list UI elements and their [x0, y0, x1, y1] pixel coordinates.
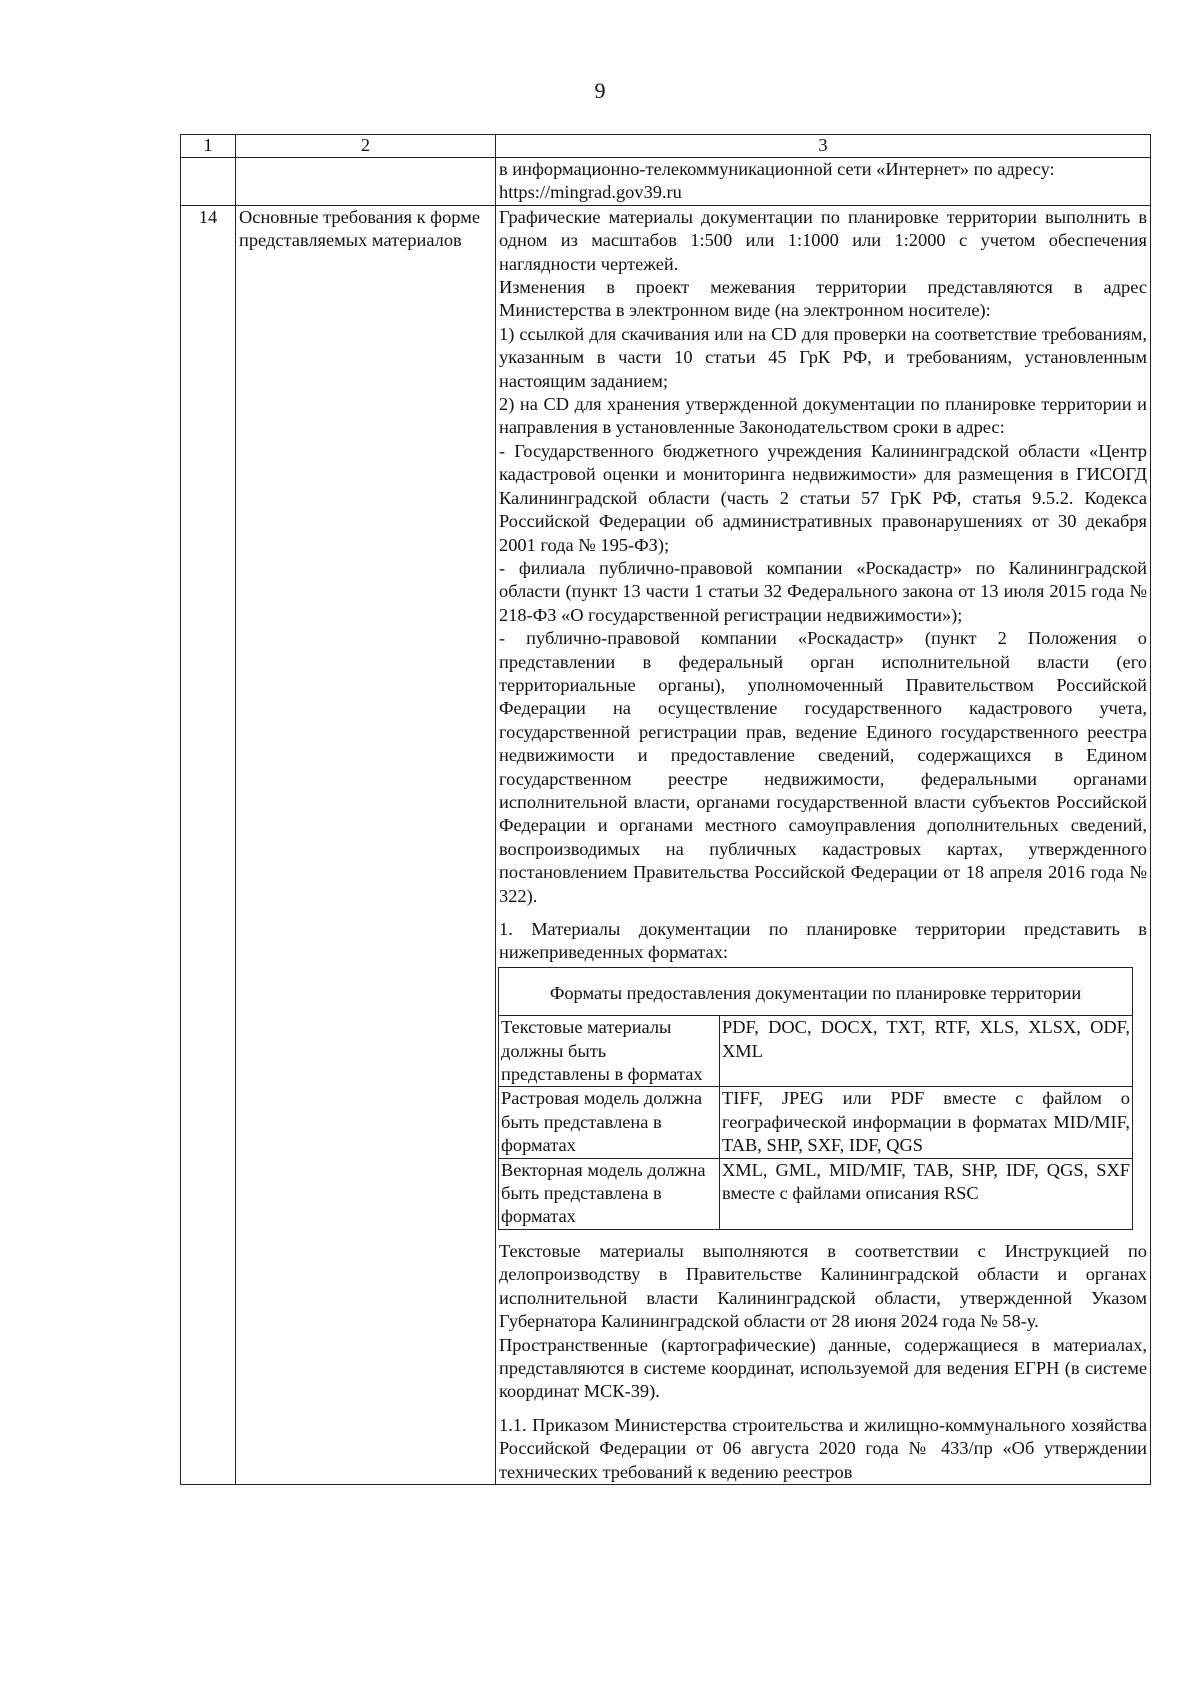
cont-row — [181, 158, 1151, 206]
formats-table-caption: Форматы предоставления документации по планировке территории — [499, 967, 1133, 1015]
format-label: Растровая модель должна быть представлена в форматах — [499, 1087, 720, 1158]
format-label: Текстовые материалы должны быть представлены в форматах — [499, 1016, 720, 1087]
paragraph: Текстовые материалы выполняются в соответствии с Инструкцией по делопроизводству в Правительстве Калининградской области и органах исполнительной власти Калининградской области, утвержденной Указом Губернатора Калининградской области от 28 июня 2024 года № 58-у. — [499, 1240, 1147, 1332]
format-value: PDF, DOC, DOCX, TXT, RTF, XLS, XLSX, ODF, XML — [720, 1016, 1133, 1087]
cont-text-cell — [496, 158, 1151, 206]
page-number: 9 — [594, 78, 606, 103]
formats-row — [499, 1158, 1133, 1229]
formats-row — [499, 1087, 1133, 1158]
paragraph: - филиала публично-правовой компании «Роскадастр» по Калининградской области (пункт 13 части 1 статьи 32 Федерального закона от 13 июля 2015 года № 218-ФЗ «О государственной регистрации недвижимости»); — [499, 557, 1147, 625]
header-col-3: 3 — [496, 135, 1151, 158]
formats-row — [499, 1016, 1133, 1087]
paragraph: 1) ссылкой для скачивания или на CD для проверки на соответствие требованиям, указанным в части 10 статьи 45 ГрК РФ, и требованиям, установленным настоящим заданием; — [499, 323, 1147, 391]
requirement-text — [496, 205, 1151, 1484]
header-col-2: 2 — [236, 135, 496, 158]
cont-num-cell — [181, 158, 236, 206]
format-value: XML, GML, MID/MIF, TAB, SHP, IDF, QGS, SXF вместе с файлами описания RSC — [720, 1158, 1133, 1229]
paragraph: 2) на CD для хранения утвержденной документации по планировке территории и направления в установленные Законодательством сроки в адрес: — [499, 394, 1147, 438]
formats-intro: 1. Материалы документации по планировке территории представить в нижеприведенных форматах: — [499, 919, 1147, 963]
continuation-text: в информационно-телекоммуникационной сети «Интернет» по адресу: https://mingrad.gov39.ru — [499, 159, 1055, 203]
formats-table — [498, 967, 1133, 1230]
row-14 — [181, 205, 1151, 1484]
requirement-name: Основные требования к форме представляемых материалов — [236, 205, 496, 1484]
final-paragraph: 1.1. Приказом Министерства строительства и жилищно-коммунального хозяйства Российской Федерации от 06 августа 2020 года № 433/пр «Об утверждении технических требований к ведению реестров — [499, 1414, 1147, 1482]
cont-req-cell — [236, 158, 496, 206]
paragraph: Изменения в проект межевания территории представляются в адрес Министерства в электронном виде (на электронном носителе): — [499, 277, 1147, 321]
format-value: TIFF, JPEG или PDF вместе с файлом о географической информации в форматах MID/MIF, TAB, SHP, SXF, IDF, QGS — [720, 1087, 1133, 1158]
header-col-1: 1 — [181, 135, 236, 158]
paragraph: - Государственного бюджетного учреждения Калининградской области «Центр кадастровой оценки и мониторинга недвижимости» для размещения в ГИСОГД Калининградской области (часть 2 статьи 57 ГрК РФ, статья 9.5.2. Кодекса Российской Федерации об административных правонарушениях от 30 декабря 2001 года № 195-ФЗ); — [499, 440, 1147, 555]
paragraph: Пространственные (картографические) данные, содержащиеся в материалах, представляются в системе координат, используемой для ведения ЕГРН (в системе координат МСК-39). — [499, 1334, 1147, 1402]
format-label: Векторная модель должна быть представлена в форматах — [499, 1158, 720, 1229]
main-table — [180, 134, 1151, 1485]
row-number: 14 — [181, 205, 236, 1484]
header-row — [181, 135, 1151, 158]
paragraph: - публично-правовой компании «Роскадастр» (пункт 2 Положения о представлении в федеральный орган исполнительной власти (его территориальные органы), уполномоченный Правительством Российской Федерации на осуществление государственного кадастрового учета, государственной регистрации прав, ведение Единого государственного реестра недвижимости и предоставление сведений, содержащихся в Едином государственном реестре недвижимости, федеральными органами исполнительной власти, органами государственной власти субъектов Российской Федерации и органами местного самоуправления дополнительных сведений, воспроизводимых на публичных кадастровых картах, утвержденного постановлением Правительства Российской Федерации от 18 апреля 2016 года № 322). — [499, 628, 1147, 906]
paragraph: Графические материалы документации по планировке территории выполнить в одном из масштабов 1:500 или 1:1000 или 1:2000 с учетом обеспечения наглядности чертежей. — [499, 206, 1147, 274]
